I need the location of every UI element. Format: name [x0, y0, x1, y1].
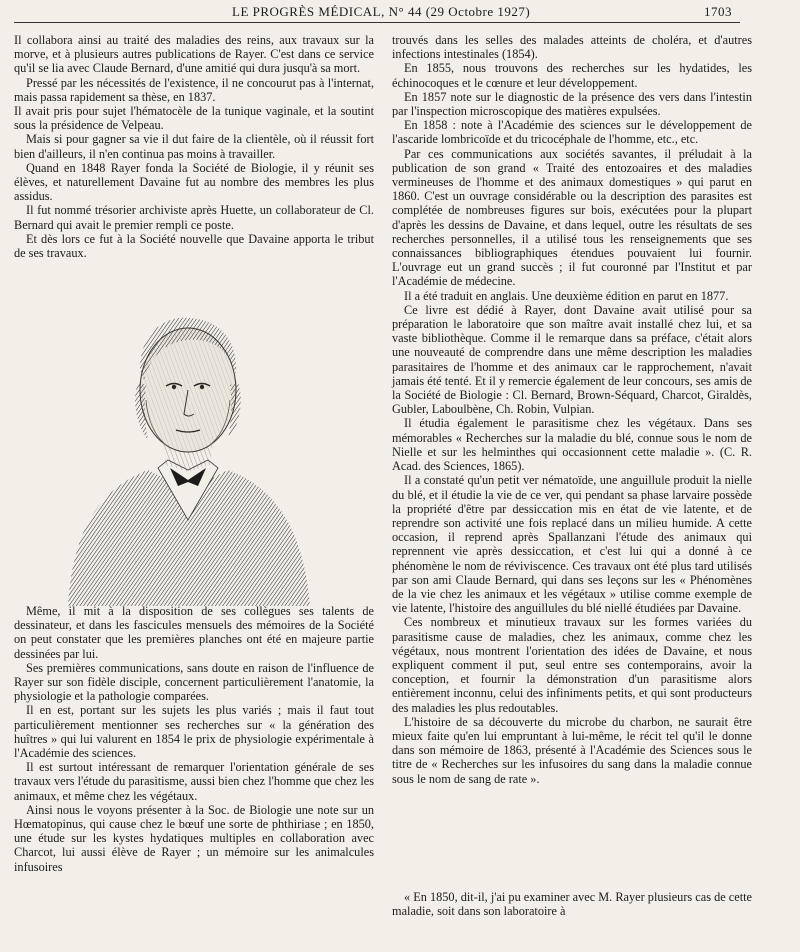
page-number: 1703: [704, 4, 732, 19]
paragraph: Ainsi nous le voyons présenter à la Soc. de Biologie une note sur un Hœmatopinus, qui cause chez le bœuf une sorte de phthiriase ; en 1850, une étude sur les kystes hydatiques multiples en collaboration avec Charcot, lui aussi élève de Rayer ; un mémoire sur les animalcules infusoires: [14, 802, 374, 874]
paragraph: Mais si pour gagner sa vie il dut faire de la clientèle, où il réussit fort bien d'ailleurs, il n'en continua pas moins à travailler.: [14, 132, 374, 161]
paragraph: Même, il mit à la disposition de ses collègues ses talents de dessinateur, et dans les fascicules mensuels des mémoires de la Société on peut constater que les premières planches ont été en majeure partie dessinées par lui.: [14, 604, 374, 661]
journal-title: LE PROGRÈS MÉDICAL, N° 44 (29 Octobre 1927): [232, 4, 531, 19]
running-header: [14, 0, 740, 23]
paragraph: Pressé par les nécessités de l'existence, il ne concourut pas à l'internat, mais passa rapidement sa thèse, en 1837.: [14, 75, 374, 104]
left-column-top: [14, 33, 374, 260]
right-column: [392, 33, 752, 786]
paragraph: Ses premières communications, sans doute en raison de l'influence de Rayer sur son fidèle disciple, concernent particulièrement l'anatomie, la physiologie et la pathologie comparées.: [14, 660, 374, 704]
left-column-bottom: [14, 604, 374, 874]
paragraph: trouvés dans les selles des malades atteints de choléra, et d'autres infections intestinales (1854).: [392, 33, 752, 62]
paragraph: Et dès lors ce fut à la Société nouvelle que Davaine apporta le tribut de ses travaux.: [14, 231, 374, 261]
paragraph: « En 1850, dit-il, j'ai pu examiner avec M. Rayer plusieurs cas de cette maladie, soit dans son laboratoire à: [392, 890, 752, 919]
paragraph: Par ces communications aux sociétés savantes, il préludait à la publication de son grand « Traité des entozoaires et des maladies vermineuses de l'homme et des animaux domestiques » qui parut en 1860. C'est un ouvrage considérable ou la description des parasites est complétée de nombreuses figures sur bois, exécutées pour la plupart d'après les dessins de Davaine, et dans lequel, outre les résultats de ses recherches personnelles, il a utilisé tous les renseignements que ses connaissances bibliographiques étendues pouvaient lui fournir. L'ouvrage eut un grand succès ; il fut couronné par l'Institut et par l'Académie de médecine.: [392, 146, 752, 289]
paragraph: Il collabora ainsi au traité des maladies des reins, aux travaux sur la morve, et à plusieurs autres publications de Rayer. C'est dans ce service qu'il se lia avec Claude Bernard, d'une amitié qui dura jusqu'à sa mort.: [14, 33, 374, 76]
paragraph: Ces nombreux et minutieux travaux sur les formes variées du parasitisme cause de maladies, chez les animaux, comme chez les végétaux, nous montrent l'orientation des idées de Davaine, et nous expliquent comment il put, seul entre ses contemporains, avoir la conception, et fournir la démonstration d'un parasitisme alors entièrement inconnu, celui des infiniments petits, et qui sont producteurs des maladies les plus redoutables.: [392, 615, 752, 715]
paragraph: En 1855, nous trouvons des recherches sur les hydatides, les échinocoques et le cœnure et leur développement.: [392, 61, 752, 90]
right-column-footer-paragraph: [392, 890, 752, 918]
paragraph: Il avait pris pour sujet l'hématocèle de la tunique vaginale, et la soutint sous la présidence de Velpeau.: [14, 104, 374, 133]
paragraph: Il fut nommé trésorier archiviste après Huette, un collaborateur de Cl. Bernard qui avait le premier rempli ce poste.: [14, 203, 374, 232]
portrait-engraving: [48, 290, 328, 606]
paragraph: En 1858 : note à l'Académie des sciences sur le développement de l'ascaride lombricoïde et du tricocéphale de l'homme, etc., etc.: [392, 118, 752, 147]
paragraph: L'histoire de sa découverte du microbe du charbon, ne saurait être mieux faite qu'en lui empruntant à lui-même, le récit tel qu'il le donne dans son mémoire de 1863, présenté à l'Académie des Sciences sous le titre de « Recherches sur les infusoires du sang dans la maladie connue sous le nom de sang de rate ».: [392, 714, 752, 786]
paragraph: Il a été traduit en anglais. Une deuxième édition en parut en 1877.: [404, 288, 729, 303]
paragraph: Quand en 1848 Rayer fonda la Société de Biologie, il y réunit ses élèves, et naturellement Davaine fut au nombre des membres les plus assidus.: [14, 160, 374, 204]
paragraph: Ce livre est dédié à Rayer, dont Davaine avait utilisé pour sa préparation le laboratoire que son maître avait installé chez lui, et sa vaste bibliothèque. Comme il le remarque dans sa préface, c'était alors une nouveauté de comprendre dans une même description les maladies parasitaires de l'homme et des animaux car le rapprochement, n'avait jamais été tenté. Et il y remercie également de leur concours, ses amis de la Société de Biologie : Cl. Bernard, Brown-Séquard, Charcot, Giraldès, Gubler, Laboulbène, Ch. Robin, Vulpian.: [392, 302, 752, 417]
paragraph: En 1857 note sur le diagnostic de la présence des vers dans l'intestin par l'inspection microscopique des matières expulsées.: [392, 89, 752, 119]
paragraph: Il est surtout intéressant de remarquer l'orientation générale de ses travaux vers l'étude du parasitisme, aussi bien chez l'homme que chez les animaux, et même chez les végétaux.: [14, 760, 374, 803]
paragraph: Il en est, portant sur les sujets les plus variés ; mais il faut tout particulièrement mentionner ses recherches sur « la génération des huîtres » qui lui valurent en 1854 le prix de physiologie expérimentale à l'Académie des sciences.: [14, 703, 374, 761]
paragraph: Il étudia également le parasitisme chez les végétaux. Dans ses mémorables « Recherches sur la maladie du blé, connue sous le nom de Nielle et sur les helminthes qui occasionnent cette maladie ». (C. R. Acad. des Sciences, 1865).: [392, 416, 752, 474]
paragraph: Il a constaté qu'un petit ver nématoïde, une anguillule produit la nielle du blé, et il étudie la vie de ce ver, qui pendant sa phase larvaire possède la propriété d'être par dessiccation mis en état de vie latente, et de reprendre son activité une fois replacé dans un milieu humide. A cette occasion, il reprend après Spallanzani l'étude des animaux qui reprennent vie après dessiccation, et c'est lui qui a donné à ce phénomène le nom de réviviscence. Ces travaux ont été plus tard utilisés par son ami Claude Bernard, qui dans ses leçons sur les « Phénomènes de la vie chez les animaux et les végétaux » utilise comme exemple de vie latente, l'histoire des anguillules du blé niellé étudiées par Davaine.: [392, 473, 752, 616]
